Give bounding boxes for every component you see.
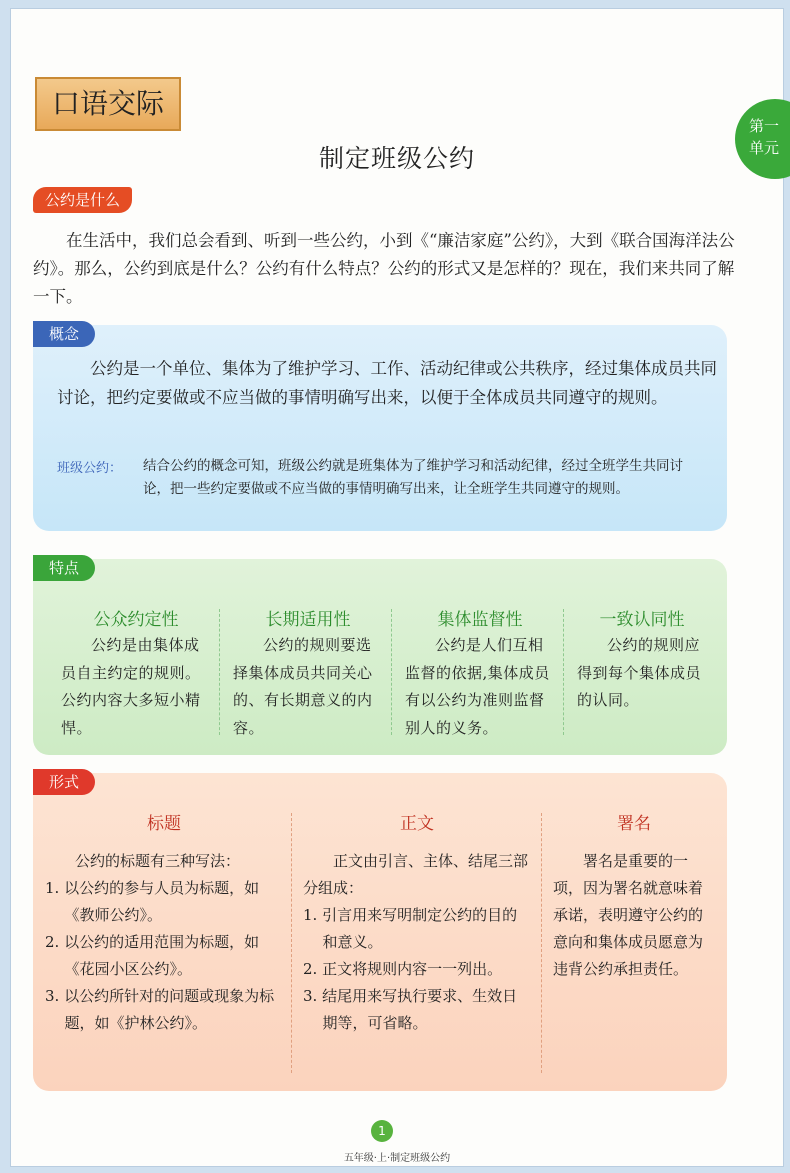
- textbook-page: [10, 8, 784, 1167]
- concept-box: [33, 325, 727, 531]
- page-footer: 五年级·上·制定班级公约: [343, 1153, 451, 1164]
- page-number: 1: [371, 1120, 393, 1142]
- form-divider: [541, 813, 542, 1073]
- column-intro: 公约的标题有三种写法：: [75, 852, 241, 870]
- form-column-title: [45, 809, 283, 1037]
- form-column-body: [303, 809, 531, 1037]
- form-divider: [291, 813, 292, 1073]
- feature-divider: [219, 609, 220, 735]
- feature-item: [577, 605, 707, 715]
- column-item: 3. 结尾用来写执行要求、生效日期等，可省略。: [303, 987, 518, 1032]
- page-title: 制定班级公约: [318, 144, 475, 173]
- feature-item: [61, 605, 211, 742]
- class-convention-text: 结合公约的概念可知，班级公约就是班集体为了维护学习和活动纪律，经过全班学生共同讨论，把一些约定要做或不应当做的事情明确写出来，让全班学生共同遵守的规则。: [143, 458, 683, 497]
- column-item: 2. 正文将规则内容一一列出。: [303, 960, 503, 978]
- concept-label: 概念: [33, 321, 95, 347]
- feature-title: 长期适用性: [265, 610, 351, 630]
- column-heading: 正文: [400, 814, 434, 834]
- form-column-signature: [553, 809, 715, 983]
- column-heading: 标题: [147, 814, 181, 834]
- section-tag: 公约是什么: [33, 187, 132, 213]
- column-item: 2. 以公约的适用范围为标题，如《花园小区公约》。: [45, 933, 260, 978]
- feature-text: 公约是人们互相监督的依据,集体成员有以公约为准则监督别人的义务。: [405, 636, 550, 737]
- concept-text: 公约是一个单位、集体为了维护学习、工作、活动纪律或公共秩序，经过集体成员共同讨论，把约定要做或不应当做的事情明确写出来，以便于全体成员共同遵守的规则。: [57, 359, 717, 407]
- feature-text: 公约是由集体成员自主约定的规则。公约内容大多短小精悍。: [61, 636, 201, 737]
- column-intro: 署名是重要的一项，因为署名就意味着承诺，表明遵守公约的意向和集体成员愿意为违背公约承担责任。: [553, 852, 704, 978]
- feature-item: [405, 605, 555, 742]
- class-convention-label: 班级公约：: [57, 461, 123, 476]
- unit-badge-line1: 第一: [749, 117, 780, 135]
- form-box: [33, 773, 727, 1091]
- form-label: 形式: [33, 769, 95, 795]
- oral-communication-tag: 口语交际: [35, 77, 181, 131]
- column-item: 3. 以公约所针对的问题或现象为标题，如《护林公约》。: [45, 987, 275, 1032]
- feature-title: 公众约定性: [93, 610, 179, 630]
- feature-title: 集体监督性: [437, 610, 523, 630]
- feature-text: 公约的规则要选择集体成员共同关心的、有长期意义的内容。: [233, 636, 373, 737]
- column-intro: 正文由引言、主体、结尾三部分组成：: [303, 852, 529, 897]
- intro-paragraph: 在生活中，我们总会看到、听到一些公约，小到《“廉洁家庭”公约》，大到《联合国海洋法公约》。那么，公约到底是什么？公约有什么特点？公约的形式又是怎样的？现在，我们来共同了解一下。: [33, 231, 735, 306]
- column-item: 1. 以公约的参与人员为标题，如《教师公约》。: [45, 879, 260, 924]
- feature-title: 一致认同性: [599, 610, 685, 630]
- features-box: [33, 559, 727, 755]
- unit-badge-line2: 单元: [749, 139, 780, 157]
- column-item: 1. 引言用来写明制定公约的目的和意义。: [303, 906, 518, 951]
- feature-text: 公约的规则应得到每个集体成员的认同。: [577, 636, 702, 709]
- column-heading: 署名: [617, 814, 651, 834]
- feature-divider: [563, 609, 564, 735]
- feature-divider: [391, 609, 392, 735]
- feature-item: [233, 605, 383, 742]
- features-label: 特点: [33, 555, 95, 581]
